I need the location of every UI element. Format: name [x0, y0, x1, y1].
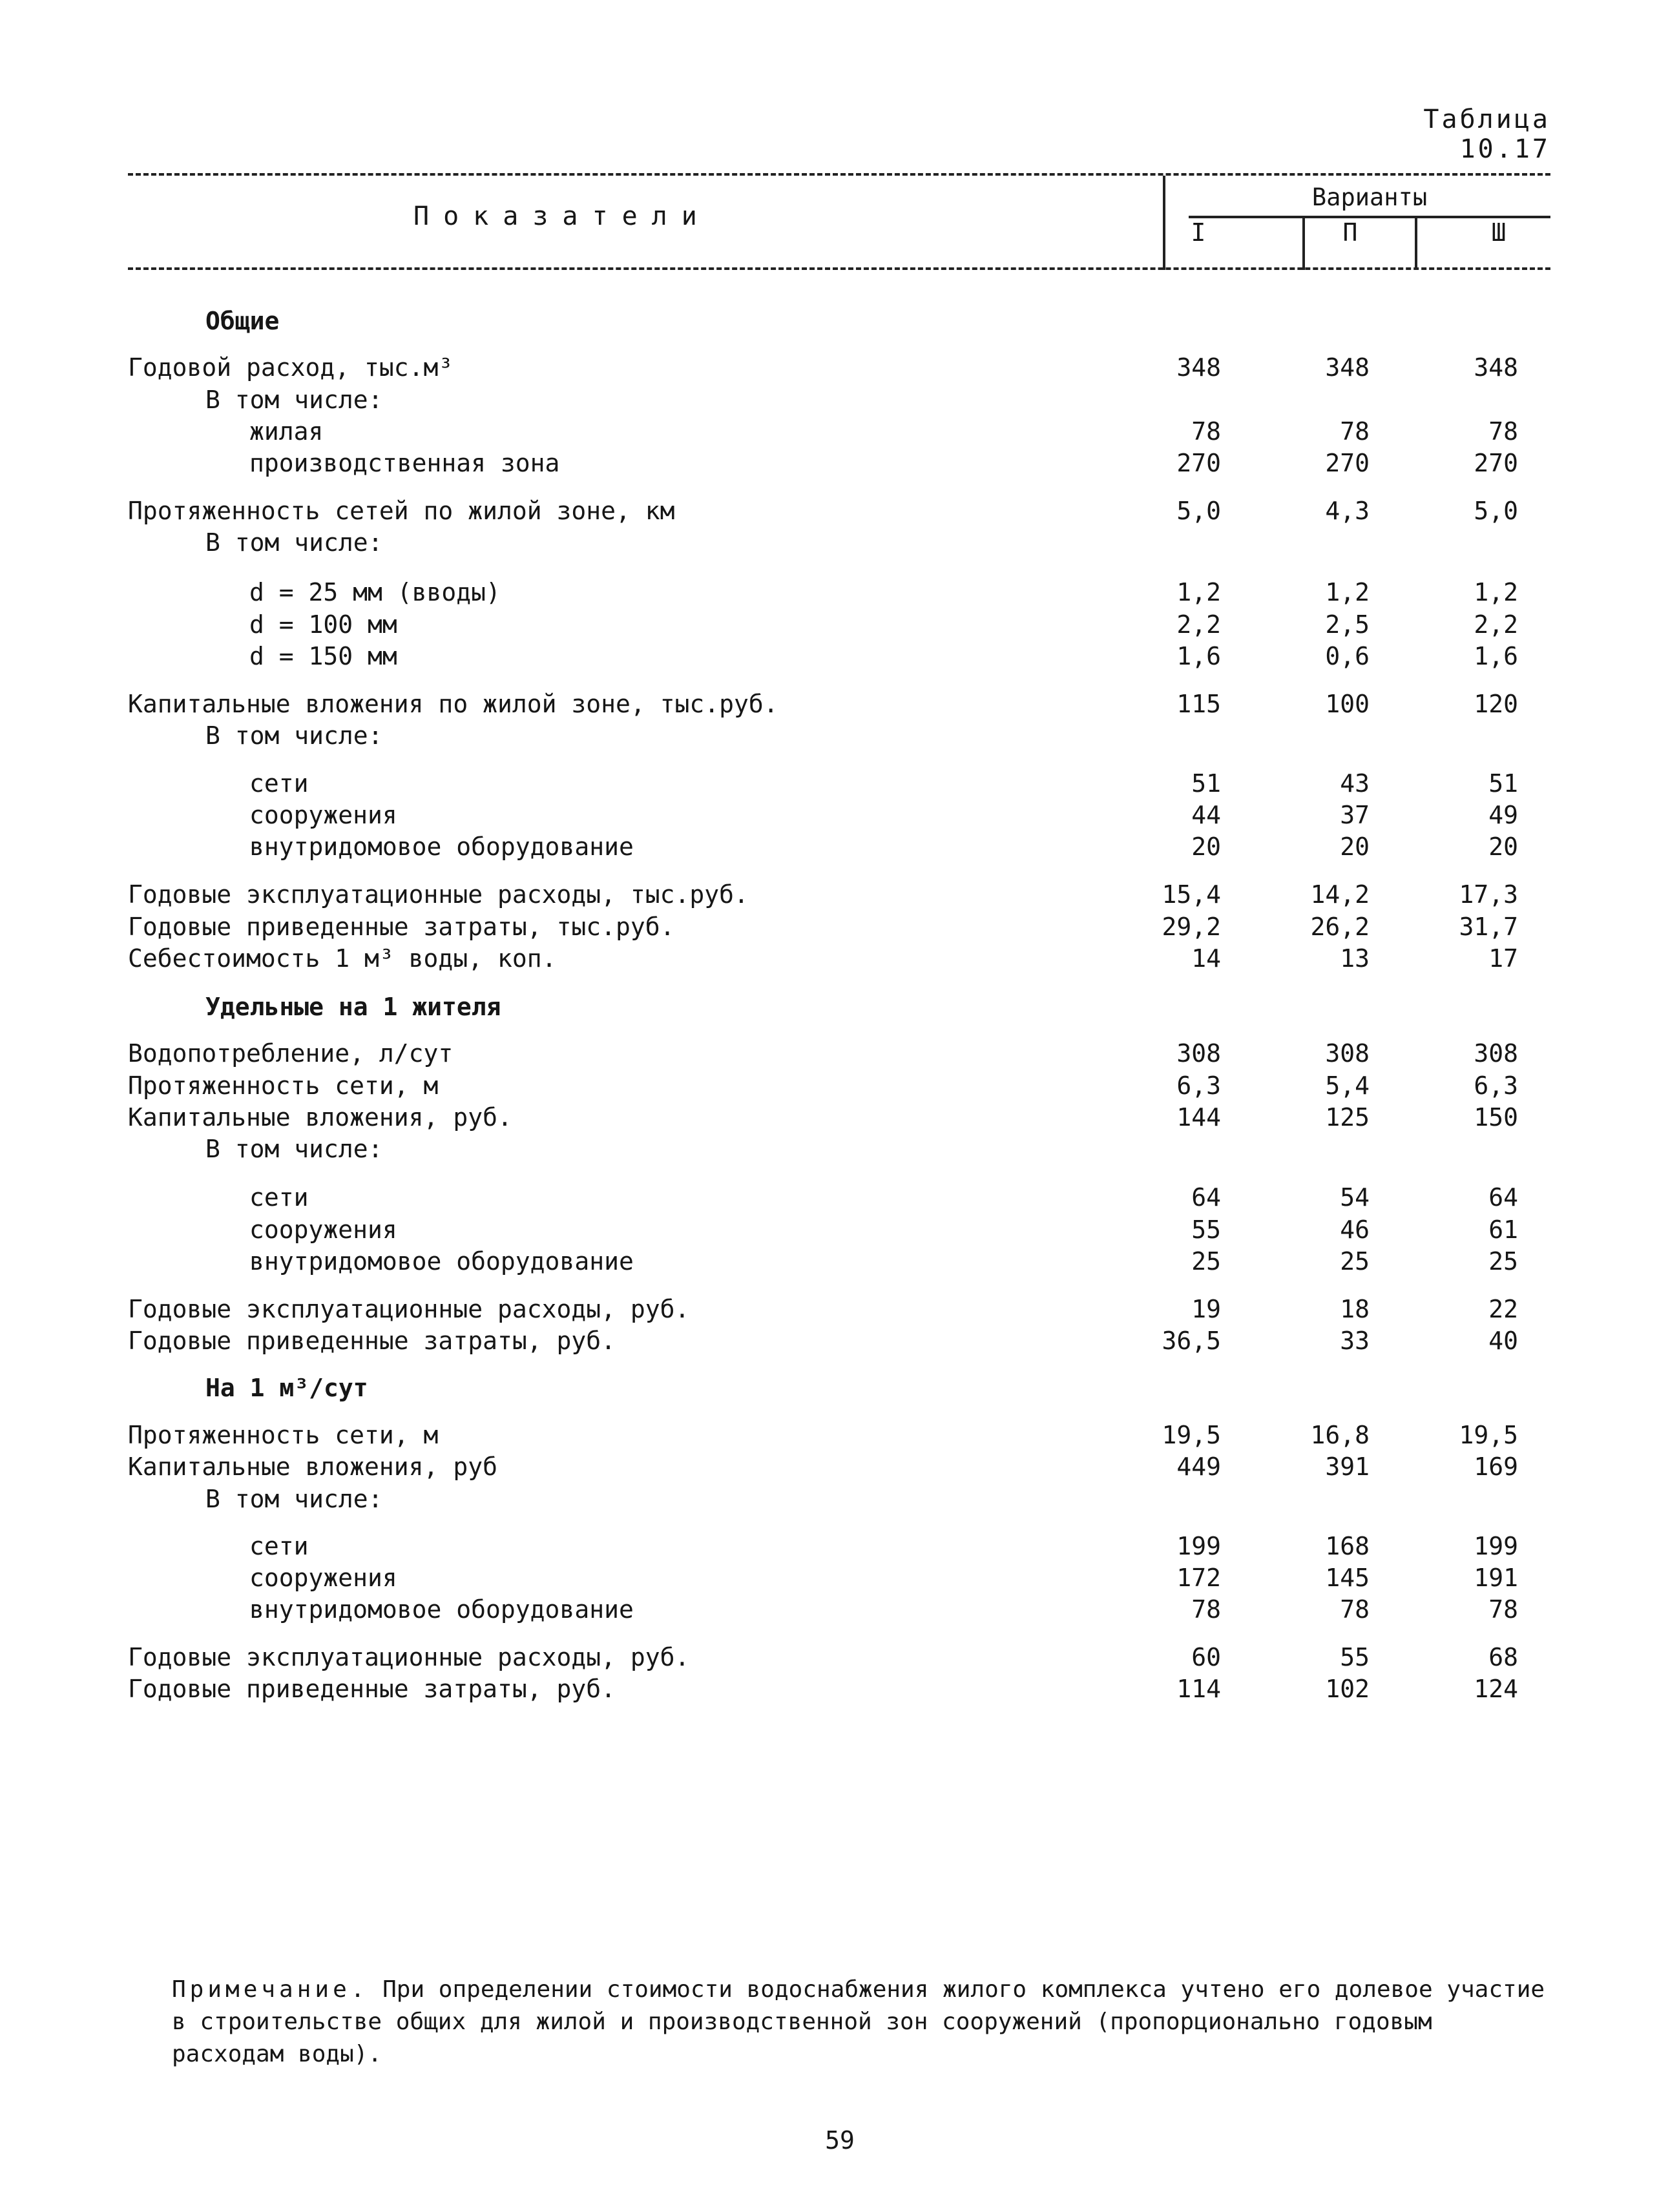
footnote-heading: Примечание. [172, 1976, 369, 2003]
cell-variant-1: 308 [1176, 1039, 1221, 1068]
cell-variant-2: 102 [1325, 1675, 1370, 1703]
table-row [0, 1037, 1679, 1070]
cell-variant-2: 2,5 [1325, 610, 1370, 639]
table-row [0, 1181, 1679, 1214]
table-row [0, 767, 1679, 800]
header-divider-col2 [1302, 216, 1305, 270]
table-row [0, 1673, 1679, 1705]
table-row [0, 831, 1679, 863]
cell-variant-2: 0,6 [1325, 642, 1370, 670]
cell-variant-2: 26,2 [1310, 913, 1370, 941]
header-top-rule [128, 173, 1550, 176]
cell-variant-2: 1,2 [1325, 578, 1370, 606]
cell-variant-1: 449 [1176, 1452, 1221, 1481]
table-row [0, 1325, 1679, 1357]
cell-variant-3: 64 [1488, 1183, 1518, 1212]
cell-variant-3: 150 [1474, 1103, 1518, 1132]
cell-variant-1: 44 [1191, 801, 1221, 829]
row-label: Протяженность сети, м [128, 1421, 439, 1449]
cell-variant-1: 51 [1191, 769, 1221, 798]
cell-variant-1: 36,5 [1162, 1327, 1221, 1355]
row-label: В том числе: [205, 1135, 383, 1163]
cell-variant-1: 2,2 [1176, 610, 1221, 639]
cell-variant-1: 60 [1191, 1643, 1221, 1671]
cell-variant-3: 78 [1488, 1595, 1518, 1624]
cell-variant-3: 20 [1488, 832, 1518, 861]
cell-variant-2: 5,4 [1325, 1071, 1370, 1100]
table-row [0, 942, 1679, 975]
cell-variant-2: 16,8 [1310, 1421, 1370, 1449]
row-label: внутридомовое оборудование [249, 1247, 634, 1276]
cell-variant-2: 55 [1340, 1643, 1370, 1671]
cell-variant-3: 40 [1488, 1327, 1518, 1355]
table-row [0, 1245, 1679, 1277]
row-label: d = 25 мм (вводы) [249, 578, 501, 606]
table-row [0, 1133, 1679, 1165]
row-label: В том числе: [205, 528, 383, 557]
row-label: Протяженность сети, м [128, 1071, 439, 1100]
cell-variant-1: 114 [1176, 1675, 1221, 1703]
table-row [0, 526, 1679, 559]
cell-variant-1: 29,2 [1162, 913, 1221, 941]
row-label: сети [249, 1532, 309, 1560]
header-divider-col3 [1415, 216, 1417, 270]
table-row [0, 1214, 1679, 1246]
row-label: d = 100 мм [249, 610, 397, 639]
footnote-text: При определении стоимости водоснабжения жилого комплекса учтено его долевое участие в строительстве общих для жилой и производственной зон сооружений (пропорционально годовым расходам воды). [172, 1976, 1545, 2067]
cell-variant-1: 1,2 [1176, 578, 1221, 606]
table-row [0, 1562, 1679, 1594]
row-label: Капитальные вложения, руб. [128, 1103, 512, 1132]
row-label: Себестоимость 1 м³ воды, коп. [128, 944, 557, 973]
cell-variant-2: 78 [1340, 1595, 1370, 1624]
row-label: Капитальные вложения, руб [128, 1452, 497, 1481]
cell-variant-1: 78 [1191, 1595, 1221, 1624]
cell-variant-2: 37 [1340, 801, 1370, 829]
table-section-row [0, 1372, 1679, 1404]
cell-variant-2: 348 [1325, 353, 1370, 382]
header-col-2: П [1342, 218, 1358, 247]
cell-variant-2: 391 [1325, 1452, 1370, 1481]
cell-variant-3: 199 [1474, 1532, 1518, 1560]
table-row [0, 415, 1679, 448]
footnote [172, 1974, 1554, 2071]
cell-variant-3: 120 [1474, 690, 1518, 718]
cell-variant-1: 199 [1176, 1532, 1221, 1560]
cell-variant-3: 25 [1488, 1247, 1518, 1276]
table-caption: Таблица 10.17 [1423, 105, 1550, 164]
table-row [0, 719, 1679, 752]
table-row [0, 608, 1679, 641]
cell-variant-3: 61 [1488, 1215, 1518, 1244]
cell-variant-1: 78 [1191, 417, 1221, 446]
cell-variant-2: 168 [1325, 1532, 1370, 1560]
table-row [0, 1530, 1679, 1562]
row-label: Годовые приведенные затраты, руб. [128, 1675, 616, 1703]
header-indicators: Показатели [413, 202, 711, 231]
cell-variant-1: 6,3 [1176, 1071, 1221, 1100]
cell-variant-3: 2,2 [1474, 610, 1518, 639]
table-row [0, 1419, 1679, 1451]
cell-variant-3: 124 [1474, 1675, 1518, 1703]
cell-variant-3: 19,5 [1459, 1421, 1518, 1449]
table-row [0, 640, 1679, 672]
cell-variant-3: 1,6 [1474, 642, 1518, 670]
row-label: В том числе: [205, 721, 383, 750]
cell-variant-1: 5,0 [1176, 497, 1221, 525]
header-col-1: I [1191, 218, 1206, 247]
row-label: сооружения [249, 801, 397, 829]
table-row [0, 351, 1679, 384]
row-label: сооружения [249, 1215, 397, 1244]
row-label: Капитальные вложения по жилой зоне, тыс.руб. [128, 690, 778, 718]
row-label: Водопотребление, л/сут [128, 1039, 454, 1068]
cell-variant-3: 51 [1488, 769, 1518, 798]
table-row [0, 447, 1679, 479]
header-variants: Варианты [1311, 183, 1428, 211]
header-col-3: Ш [1491, 218, 1507, 247]
cell-variant-3: 22 [1488, 1295, 1518, 1323]
row-label: Годовые приведенные затраты, руб. [128, 1327, 616, 1355]
cell-variant-3: 1,2 [1474, 578, 1518, 606]
cell-variant-1: 19,5 [1162, 1421, 1221, 1449]
cell-variant-2: 43 [1340, 769, 1370, 798]
table-row [0, 384, 1679, 416]
cell-variant-2: 33 [1340, 1327, 1370, 1355]
cell-variant-1: 64 [1191, 1183, 1221, 1212]
cell-variant-3: 348 [1474, 353, 1518, 382]
table-row [0, 1293, 1679, 1325]
cell-variant-3: 6,3 [1474, 1071, 1518, 1100]
cell-variant-2: 125 [1325, 1103, 1370, 1132]
table-row [0, 1641, 1679, 1673]
table-row [0, 576, 1679, 608]
cell-variant-3: 31,7 [1459, 913, 1518, 941]
cell-variant-3: 5,0 [1474, 497, 1518, 525]
table-row [0, 1593, 1679, 1626]
cell-variant-2: 46 [1340, 1215, 1370, 1244]
row-label: производственная зона [249, 449, 560, 477]
cell-variant-1: 20 [1191, 832, 1221, 861]
row-label: Годовой расход, тыс.м³ [128, 353, 454, 382]
cell-variant-2: 78 [1340, 417, 1370, 446]
row-label: внутридомовое оборудование [249, 832, 634, 861]
table-row [0, 878, 1679, 911]
section-label: Удельные на 1 жителя [205, 993, 501, 1021]
table-row [0, 495, 1679, 527]
row-label: сооружения [249, 1564, 397, 1592]
cell-variant-1: 19 [1191, 1295, 1221, 1323]
cell-variant-1: 15,4 [1162, 880, 1221, 909]
cell-variant-1: 270 [1176, 449, 1221, 477]
cell-variant-1: 115 [1176, 690, 1221, 718]
cell-variant-3: 68 [1488, 1643, 1518, 1671]
cell-variant-2: 4,3 [1325, 497, 1370, 525]
cell-variant-2: 25 [1340, 1247, 1370, 1276]
cell-variant-2: 308 [1325, 1039, 1370, 1068]
cell-variant-1: 1,6 [1176, 642, 1221, 670]
row-label: Протяженность сетей по жилой зоне, км [128, 497, 675, 525]
cell-variant-1: 25 [1191, 1247, 1221, 1276]
table-row [0, 1101, 1679, 1133]
table-section-row [0, 305, 1679, 337]
table-row [0, 911, 1679, 943]
cell-variant-3: 17,3 [1459, 880, 1518, 909]
cell-variant-2: 54 [1340, 1183, 1370, 1212]
cell-variant-1: 348 [1176, 353, 1221, 382]
cell-variant-2: 100 [1325, 690, 1370, 718]
cell-variant-3: 78 [1488, 417, 1518, 446]
table-row [0, 1483, 1679, 1515]
cell-variant-2: 13 [1340, 944, 1370, 973]
cell-variant-3: 17 [1488, 944, 1518, 973]
cell-variant-3: 308 [1474, 1039, 1518, 1068]
row-label: сети [249, 769, 309, 798]
cell-variant-1: 172 [1176, 1564, 1221, 1592]
row-label: внутридомовое оборудование [249, 1595, 634, 1624]
cell-variant-2: 270 [1325, 449, 1370, 477]
row-label: Годовые эксплуатационные расходы, руб. [128, 1295, 690, 1323]
cell-variant-2: 18 [1340, 1295, 1370, 1323]
cell-variant-1: 144 [1176, 1103, 1221, 1132]
table-row [0, 799, 1679, 831]
table-section-row [0, 991, 1679, 1023]
cell-variant-3: 169 [1474, 1452, 1518, 1481]
row-label: Годовые приведенные затраты, тыс.руб. [128, 913, 675, 941]
cell-variant-1: 55 [1191, 1215, 1221, 1244]
row-label: В том числе: [205, 1485, 383, 1513]
table-row [0, 1070, 1679, 1102]
section-label: Общие [205, 307, 280, 335]
row-label: В том числе: [205, 386, 383, 414]
row-label: жилая [249, 417, 324, 446]
cell-variant-2: 20 [1340, 832, 1370, 861]
table-row [0, 1451, 1679, 1483]
table-row [0, 688, 1679, 720]
row-label: Годовые эксплуатационные расходы, тыс.руб. [128, 880, 749, 909]
row-label: d = 150 мм [249, 642, 397, 670]
cell-variant-1: 14 [1191, 944, 1221, 973]
section-label: На 1 м³/сут [205, 1374, 368, 1402]
page-number: 59 [825, 2126, 855, 2155]
cell-variant-3: 270 [1474, 449, 1518, 477]
cell-variant-3: 191 [1474, 1564, 1518, 1592]
cell-variant-2: 14,2 [1310, 880, 1370, 909]
cell-variant-2: 145 [1325, 1564, 1370, 1592]
row-label: Годовые эксплуатационные расходы, руб. [128, 1643, 690, 1671]
header-bottom-rule [128, 267, 1550, 270]
row-label: сети [249, 1183, 309, 1212]
cell-variant-3: 49 [1488, 801, 1518, 829]
